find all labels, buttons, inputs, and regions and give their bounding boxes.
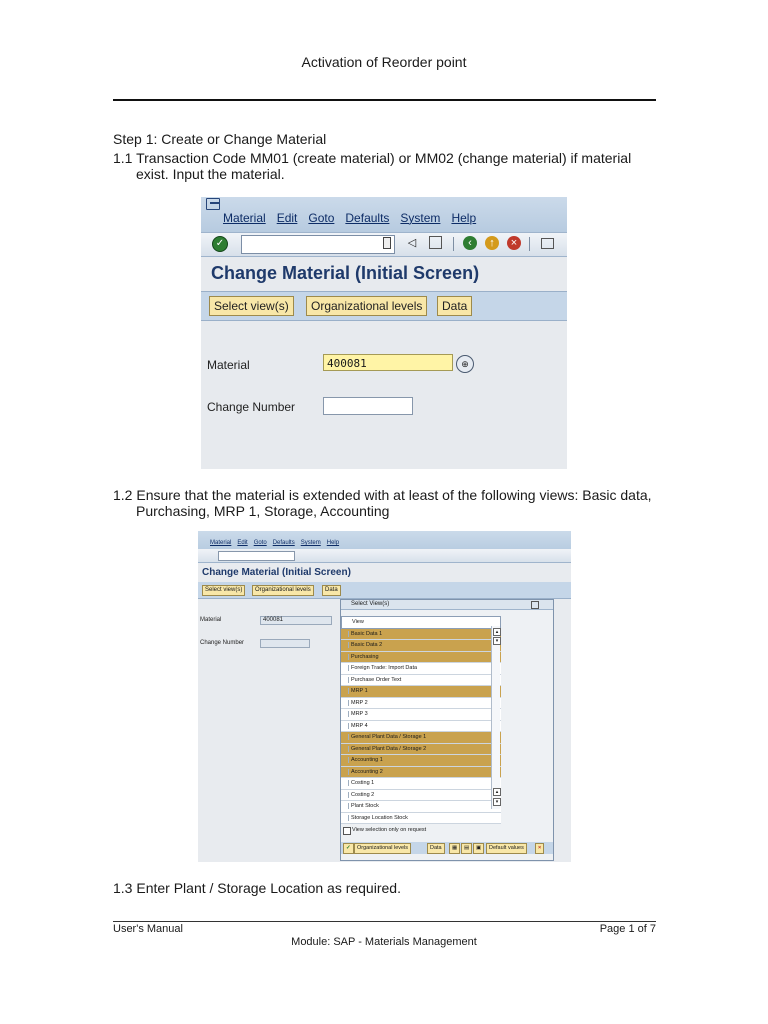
cancel-icon[interactable]: × <box>507 236 521 250</box>
view-name: Accounting 1 <box>351 757 383 763</box>
header-rule <box>113 99 656 101</box>
row-selector[interactable] <box>343 688 349 694</box>
step1-1-line1: 1.1 Transaction Code MM01 (create material) or MM02 (change material) if material <box>113 150 632 166</box>
view-name: Costing 2 <box>351 791 375 798</box>
view-name: General Plant Data / Storage 1 <box>351 734 427 740</box>
material-label: Material <box>207 358 250 372</box>
toolbar-separator <box>453 237 454 251</box>
row-selector[interactable] <box>343 631 349 637</box>
step1-2-line2: Purchasing, MRP 1, Storage, Accounting <box>136 503 390 519</box>
dialog-org-levels-button[interactable]: Organizational levels <box>354 843 411 854</box>
view-row[interactable] <box>341 778 501 790</box>
scroll-up-icon[interactable]: ▴ <box>493 788 501 796</box>
menu-list <box>223 211 487 225</box>
menu-goto[interactable]: Goto <box>253 540 267 546</box>
menu-help[interactable]: Help <box>451 211 477 225</box>
view-name: Storage Location Stock <box>351 814 408 821</box>
view-selection-checkbox[interactable] <box>343 827 351 835</box>
change-number-label: Change Number <box>200 640 245 646</box>
standard-toolbar <box>201 232 567 257</box>
footer-center: Module: SAP - Materials Management <box>291 936 477 948</box>
menu-bar <box>201 197 567 232</box>
select-all-icon[interactable]: ▦ <box>449 843 460 854</box>
menu-system[interactable]: System <box>400 211 441 225</box>
footer-right: Page 1 of 7 <box>599 923 656 935</box>
menu-goto[interactable]: Goto <box>308 211 335 225</box>
dialog-data-button[interactable]: Data <box>427 843 445 854</box>
view-row[interactable] <box>341 790 501 802</box>
view-row[interactable] <box>341 652 501 664</box>
menu-icon[interactable] <box>206 198 220 210</box>
row-selector[interactable] <box>343 780 349 786</box>
application-toolbar <box>198 582 571 599</box>
data-button[interactable]: Data <box>437 296 472 316</box>
views-table <box>341 616 501 824</box>
step1-heading: Step 1: Create or Change Material <box>113 131 327 147</box>
view-row[interactable] <box>341 686 501 698</box>
step1-2-line1: 1.2 Ensure that the material is extended with at least of the following views: Basic data, <box>113 487 652 503</box>
material-input[interactable]: 400081 <box>323 354 453 371</box>
view-name: MRP 4 <box>351 722 368 729</box>
view-name: Plant Stock <box>351 803 379 809</box>
row-selector[interactable] <box>343 792 349 798</box>
organizational-levels-button[interactable]: Organizational levels <box>306 296 427 316</box>
back-icon[interactable]: ‹ <box>463 236 477 250</box>
view-row[interactable] <box>341 675 501 687</box>
row-selector[interactable] <box>343 815 349 821</box>
view-row[interactable] <box>341 732 501 744</box>
menu-material[interactable]: Material <box>210 540 232 546</box>
menu-list <box>210 540 345 546</box>
view-name: Costing 1 <box>351 780 375 786</box>
screen-title: Change Material (Initial Screen) <box>211 263 480 283</box>
cancel-icon[interactable]: × <box>535 843 544 854</box>
dialog-title: Select View(s) <box>351 601 390 607</box>
menu-edit[interactable]: Edit <box>237 540 248 546</box>
view-name: MRP 2 <box>351 699 368 706</box>
save-icon[interactable]: ▣ <box>473 843 484 854</box>
select-views-dialog <box>340 599 554 861</box>
back-arrow-icon[interactable]: ◁ <box>407 237 417 249</box>
row-selector[interactable] <box>343 746 349 752</box>
row-selector[interactable] <box>343 642 349 648</box>
select-views-button[interactable]: Select view(s) <box>202 585 245 596</box>
row-selector[interactable] <box>343 711 349 717</box>
material-input[interactable]: 400081 <box>260 616 332 625</box>
view-row[interactable] <box>341 755 501 767</box>
print-icon[interactable] <box>541 238 554 249</box>
menu-edit[interactable]: Edit <box>276 211 298 225</box>
menu-bar <box>198 531 571 549</box>
menu-defaults[interactable]: Defaults <box>345 211 390 225</box>
row-selector[interactable] <box>343 654 349 660</box>
scroll-down-icon[interactable]: ▾ <box>493 637 501 645</box>
step1-3: 1.3 Enter Plant / Storage Location as required. <box>113 880 401 896</box>
close-icon[interactable] <box>531 601 539 609</box>
deselect-all-icon[interactable]: ▤ <box>461 843 472 854</box>
row-selector[interactable] <box>343 677 349 683</box>
change-number-input[interactable] <box>260 639 310 648</box>
exit-icon[interactable]: ↑ <box>485 236 499 250</box>
save-icon[interactable] <box>429 236 442 249</box>
row-selector[interactable] <box>343 734 349 740</box>
footer-rule <box>113 921 656 922</box>
confirm-check-icon[interactable]: ✓ <box>343 843 354 854</box>
view-column-header: View <box>352 619 364 625</box>
menu-system[interactable]: System <box>300 540 321 546</box>
view-row[interactable] <box>341 744 501 756</box>
menu-defaults[interactable]: Defaults <box>272 540 295 546</box>
view-name: MRP 3 <box>351 711 368 717</box>
dialog-titlebar <box>341 600 553 610</box>
row-selector[interactable] <box>343 769 349 775</box>
view-name: Foreign Trade: Import Data <box>351 665 418 671</box>
scroll-down-icon[interactable]: ▾ <box>493 798 501 806</box>
command-field[interactable] <box>218 551 295 561</box>
table-scrollbar[interactable] <box>491 626 500 809</box>
view-row[interactable] <box>341 801 501 813</box>
view-name: General Plant Data / Storage 2 <box>351 745 427 752</box>
standard-toolbar <box>198 549 571 563</box>
row-selector[interactable] <box>343 803 349 809</box>
menu-material[interactable]: Material <box>223 211 266 225</box>
view-name: Purchasing <box>351 653 379 660</box>
footer-left: User's Manual <box>113 923 183 935</box>
view-name: Basic Data 2 <box>351 642 383 648</box>
view-row[interactable] <box>341 813 501 825</box>
toolbar-separator <box>529 237 530 251</box>
command-field[interactable] <box>241 235 395 254</box>
view-row[interactable] <box>341 629 501 641</box>
view-name: Accounting 2 <box>351 768 383 775</box>
row-selector[interactable] <box>343 723 349 729</box>
organizational-levels-button[interactable]: Organizational levels <box>252 585 314 596</box>
command-history-icon[interactable] <box>383 237 391 249</box>
data-button[interactable]: Data <box>322 585 341 596</box>
document-title: Activation of Reorder point <box>301 54 467 70</box>
change-number-label: Change Number <box>207 400 296 414</box>
scroll-up-icon[interactable]: ▴ <box>493 628 501 636</box>
views-list <box>341 629 501 825</box>
dialog-button-bar <box>341 842 553 854</box>
row-selector[interactable] <box>343 700 349 706</box>
view-row[interactable] <box>341 663 501 675</box>
screen-title: Change Material (Initial Screen) <box>202 567 351 578</box>
view-name: Basic Data 1 <box>351 630 383 637</box>
enter-check-icon[interactable]: ✓ <box>212 236 228 252</box>
default-values-button[interactable]: Default values <box>486 843 527 854</box>
material-label: Material <box>200 617 222 623</box>
application-toolbar <box>201 291 567 321</box>
view-row[interactable] <box>341 721 501 733</box>
view-row[interactable] <box>341 709 501 721</box>
view-row[interactable] <box>341 640 501 652</box>
view-row[interactable] <box>341 767 501 779</box>
view-row[interactable] <box>341 698 501 710</box>
view-name: MRP 1 <box>351 688 368 694</box>
view-name: Purchase Order Text <box>351 676 402 683</box>
table-header <box>341 616 501 629</box>
screenshot-select-views <box>198 531 571 862</box>
menu-help[interactable]: Help <box>326 540 340 546</box>
row-selector[interactable] <box>343 665 349 671</box>
select-views-button[interactable]: Select view(s) <box>209 296 294 316</box>
matchcode-search-icon[interactable]: ⊕ <box>456 355 474 373</box>
row-selector[interactable] <box>343 757 349 763</box>
step1-1-line2: exist. Input the material. <box>136 166 285 182</box>
change-number-input[interactable] <box>323 397 413 415</box>
view-selection-label: View selection only on request <box>352 827 427 833</box>
screenshot-change-material <box>201 197 567 469</box>
